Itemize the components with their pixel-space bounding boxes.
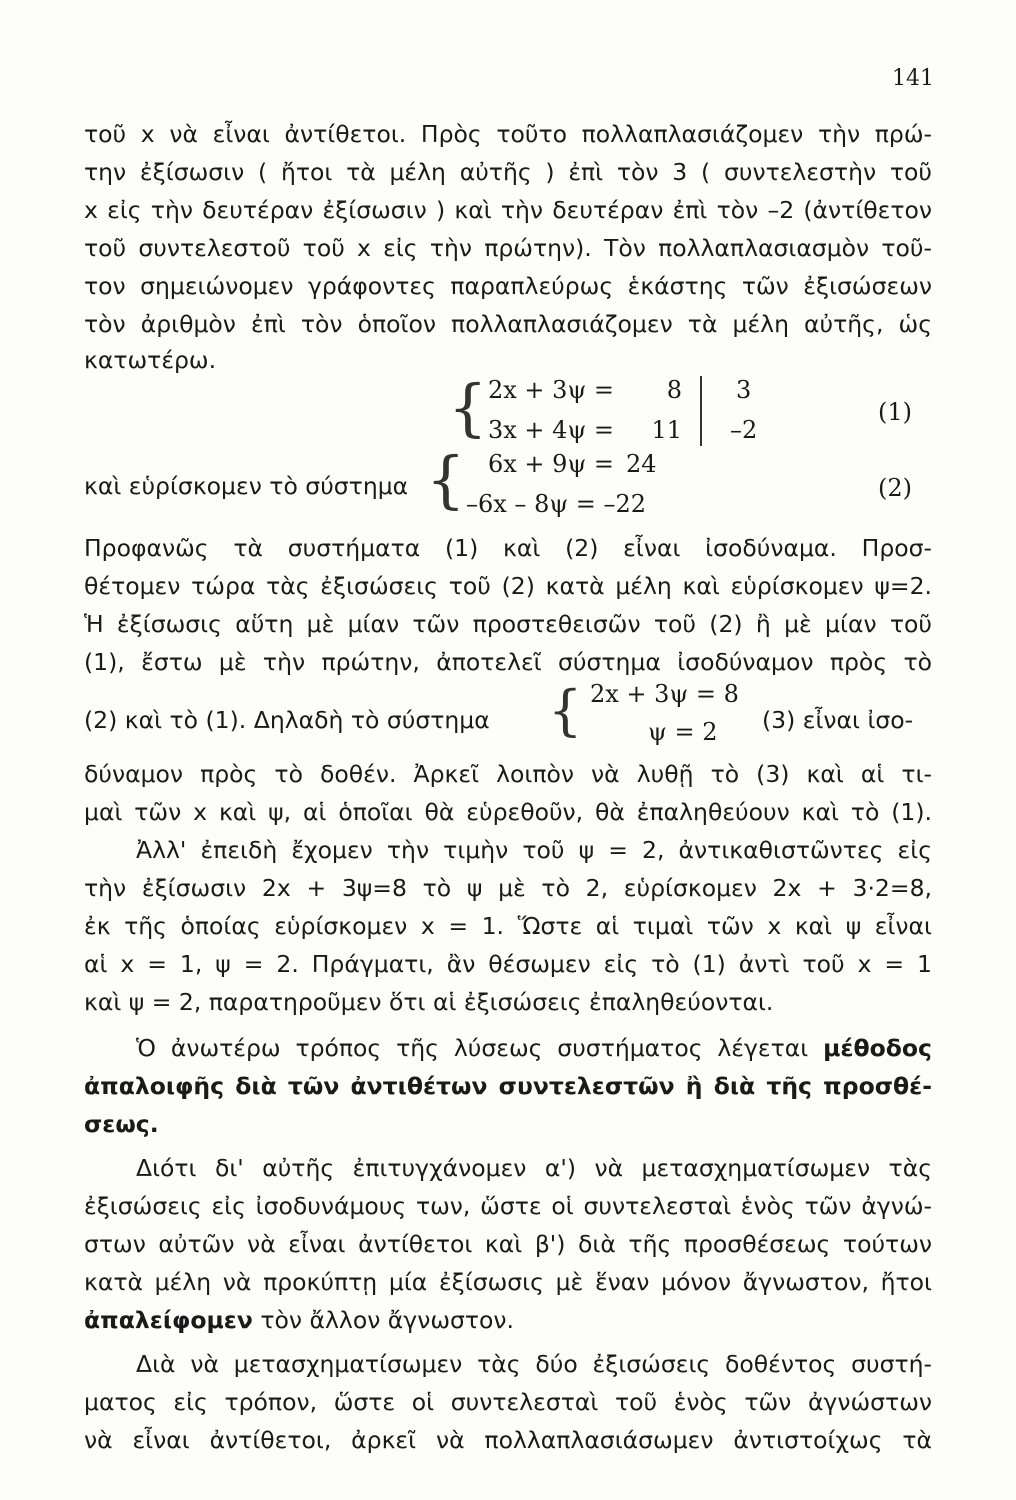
text-line: ἐκ τῆς ὁποίας εὑρίσκομεν x = 1. Ὥστε αἱ τιμαὶ τῶν x καὶ ψ εἶναι (84, 912, 932, 940)
left-brace-icon: { (548, 679, 583, 742)
method-text: Ὁ ἀνωτέρω τρόπος τῆς λύσεως συστήματος λέγεται (136, 1034, 809, 1062)
sys2-intro: καὶ εὑρίσκομεν τὸ σύστημα (84, 472, 409, 500)
text-line: Ἀλλ' ἐπειδὴ ἔχομεν τὴν τιμὴν τοῦ ψ = 2, ἀντικαθιστῶντες εἰς (136, 836, 932, 864)
text-line: x εἰς τὴν δευτέραν ἐξίσωσιν ) καὶ τὴν δευτέραν ἐπὶ τὸν –2 (ἀντίθετον (84, 196, 932, 224)
text-line: ματος εἰς τρόπον, ὥστε οἱ συντελεσταὶ τοῦ ἑνὸς τῶν ἀγνώστων (84, 1388, 932, 1416)
text-line: αἱ x = 1, ψ = 2. Πράγματι, ἂν θέσωμεν εἰς τὸ (1) ἀντὶ τοῦ x = 1 (84, 950, 932, 978)
sys1-mult2: –2 (730, 416, 758, 444)
text-line: Διὰ νὰ μετασχηματίσωμεν τὰς δύο ἐξισώσεις δοθέντος συστή- (136, 1350, 932, 1378)
text-line: θέτομεν τώρα τὰς ἐξισώσεις τοῦ (2) κατὰ μέλη καὶ εὑρίσκομεν ψ=2. (84, 572, 932, 600)
multiplier-divider (700, 376, 702, 446)
text-line: Προφανῶς τὰ συστήματα (1) καὶ (2) εἶναι ἰσοδύναμα. Προσ- (84, 534, 932, 562)
sys1-eq1-rhs: 8 (666, 376, 682, 404)
text-line: τοῦ x νὰ εἶναι ἀντίθετοι. Πρὸς τοῦτο πολλαπλασιάζομεν τὴν πρώ- (84, 120, 932, 148)
sys1-eq2-lhs: 3x + 4ψ = (488, 416, 614, 444)
text-line: κατωτέρω. (84, 346, 217, 374)
left-brace-icon: { (426, 443, 466, 516)
method-term: μέθοδος (823, 1034, 932, 1062)
text-line (136, 1030, 932, 1066)
text-line: τὸν ἀριθμὸν ἐπὶ τὸν ὁποῖον πολλαπλασιάζομεν τὰ μέλη αὐτῆς, ὡς (84, 310, 932, 338)
method-term: ἀπαλοιφῆς διὰ τῶν ἀντιθέτων συντελεστῶν ἢ διὰ τῆς προσθέ- (84, 1072, 932, 1100)
text-line: Διότι δι' αὐτῆς ἐπιτυγχάνομεν α') νὰ μετασχηματίσωμεν τὰς (136, 1154, 932, 1182)
text-line: στων αὐτῶν νὰ εἶναι ἀντίθετοι καὶ β') διὰ τῆς προσθέσεως τούτων (84, 1230, 932, 1258)
apal-rest: τὸν ἄλλον ἄγνωστον. (260, 1306, 515, 1334)
text-line: καὶ ψ = 2, παρατηροῦμεν ὅτι αἱ ἐξισώσεις ἐπαληθεύονται. (84, 988, 774, 1016)
text-line: ἐξισώσεις εἰς ἰσοδυνάμους των, ὥστε οἱ συντελεσταὶ ἑνὸς τῶν ἀγνώ- (84, 1192, 932, 1220)
text-line: τὴν ἐξίσωσιν 2x + 3ψ=8 τὸ ψ μὲ τὸ 2, εὑρίσκομεν 2x + 3·2=8, (84, 874, 932, 902)
text-line (84, 1068, 932, 1104)
text-line: κατὰ μέλη νὰ προκύπτῃ μία ἐξίσωσις μὲ ἕναν μόνον ἄγνωστον, ἤτοι (84, 1268, 932, 1296)
text-line: τον σημειώνομεν γράφοντες παραπλεύρως ἑκάστης τῶν ἐξισώσεων (84, 272, 932, 300)
sys1-eq1-lhs: 2x + 3ψ = (488, 376, 614, 404)
text-line: νὰ εἶναι ἀντίθετοι, ἀρκεῖ νὰ πολλαπλασιάσωμεν ἀντιστοίχως τὰ (84, 1426, 932, 1454)
text-line: τοῦ συντελεστοῦ τοῦ x εἰς τὴν πρώτην). Τὸν πολλαπλασιασμὸν τοῦ- (84, 234, 932, 262)
sys3-eq2: ψ = 2 (648, 718, 718, 746)
sys3-before: (2) καὶ τὸ (1). Δηλαδὴ τὸ σύστημα (84, 706, 490, 734)
text-line: δύναμον πρὸς τὸ δοθέν. Ἀρκεῖ λοιπὸν νὰ λυθῇ τὸ (3) καὶ αἱ τι- (84, 760, 932, 788)
sys2-eq1-lhs: 6x + 9ψ = (488, 450, 614, 478)
text-line: (1), ἔστω μὲ τὴν πρώτην, ἀποτελεῖ σύστημα ἰσοδύναμον πρὸς τὸ (84, 648, 932, 676)
sys3-after: (3) εἶναι ἰσο- (762, 706, 914, 734)
apal-term: ἀπαλείφομεν (84, 1306, 253, 1334)
sys2-eq1-rhs: 24 (626, 450, 657, 478)
sys1-eq2-rhs: 11 (651, 416, 682, 444)
sys1-label: (1) (878, 398, 912, 426)
method-term: σεως. (84, 1110, 159, 1138)
page-number: 141 (892, 66, 934, 91)
sys3-eq1: 2x + 3ψ = 8 (590, 680, 739, 708)
text-line: Ἡ ἐξίσωσις αὕτη μὲ μίαν τῶν προστεθεισῶν τοῦ (2) ἢ μὲ μίαν τοῦ (84, 610, 932, 638)
sys2-eq2: –6x – 8ψ = –22 (466, 490, 647, 518)
text-line: μαὶ τῶν x καὶ ψ, αἱ ὁποῖαι θὰ εὑρεθοῦν, θὰ ἐπαληθεύουν καὶ τὸ (1). (84, 798, 932, 826)
text-line (84, 1302, 932, 1338)
text-line (84, 1106, 932, 1142)
sys1-mult1: 3 (736, 376, 752, 404)
text-line: την ἐξίσωσιν ( ἤτοι τὰ μέλη αὐτῆς ) ἐπὶ τὸν 3 ( συντελεστὴν τοῦ (84, 158, 932, 186)
sys2-label: (2) (878, 474, 912, 502)
left-brace-icon: { (448, 371, 488, 444)
